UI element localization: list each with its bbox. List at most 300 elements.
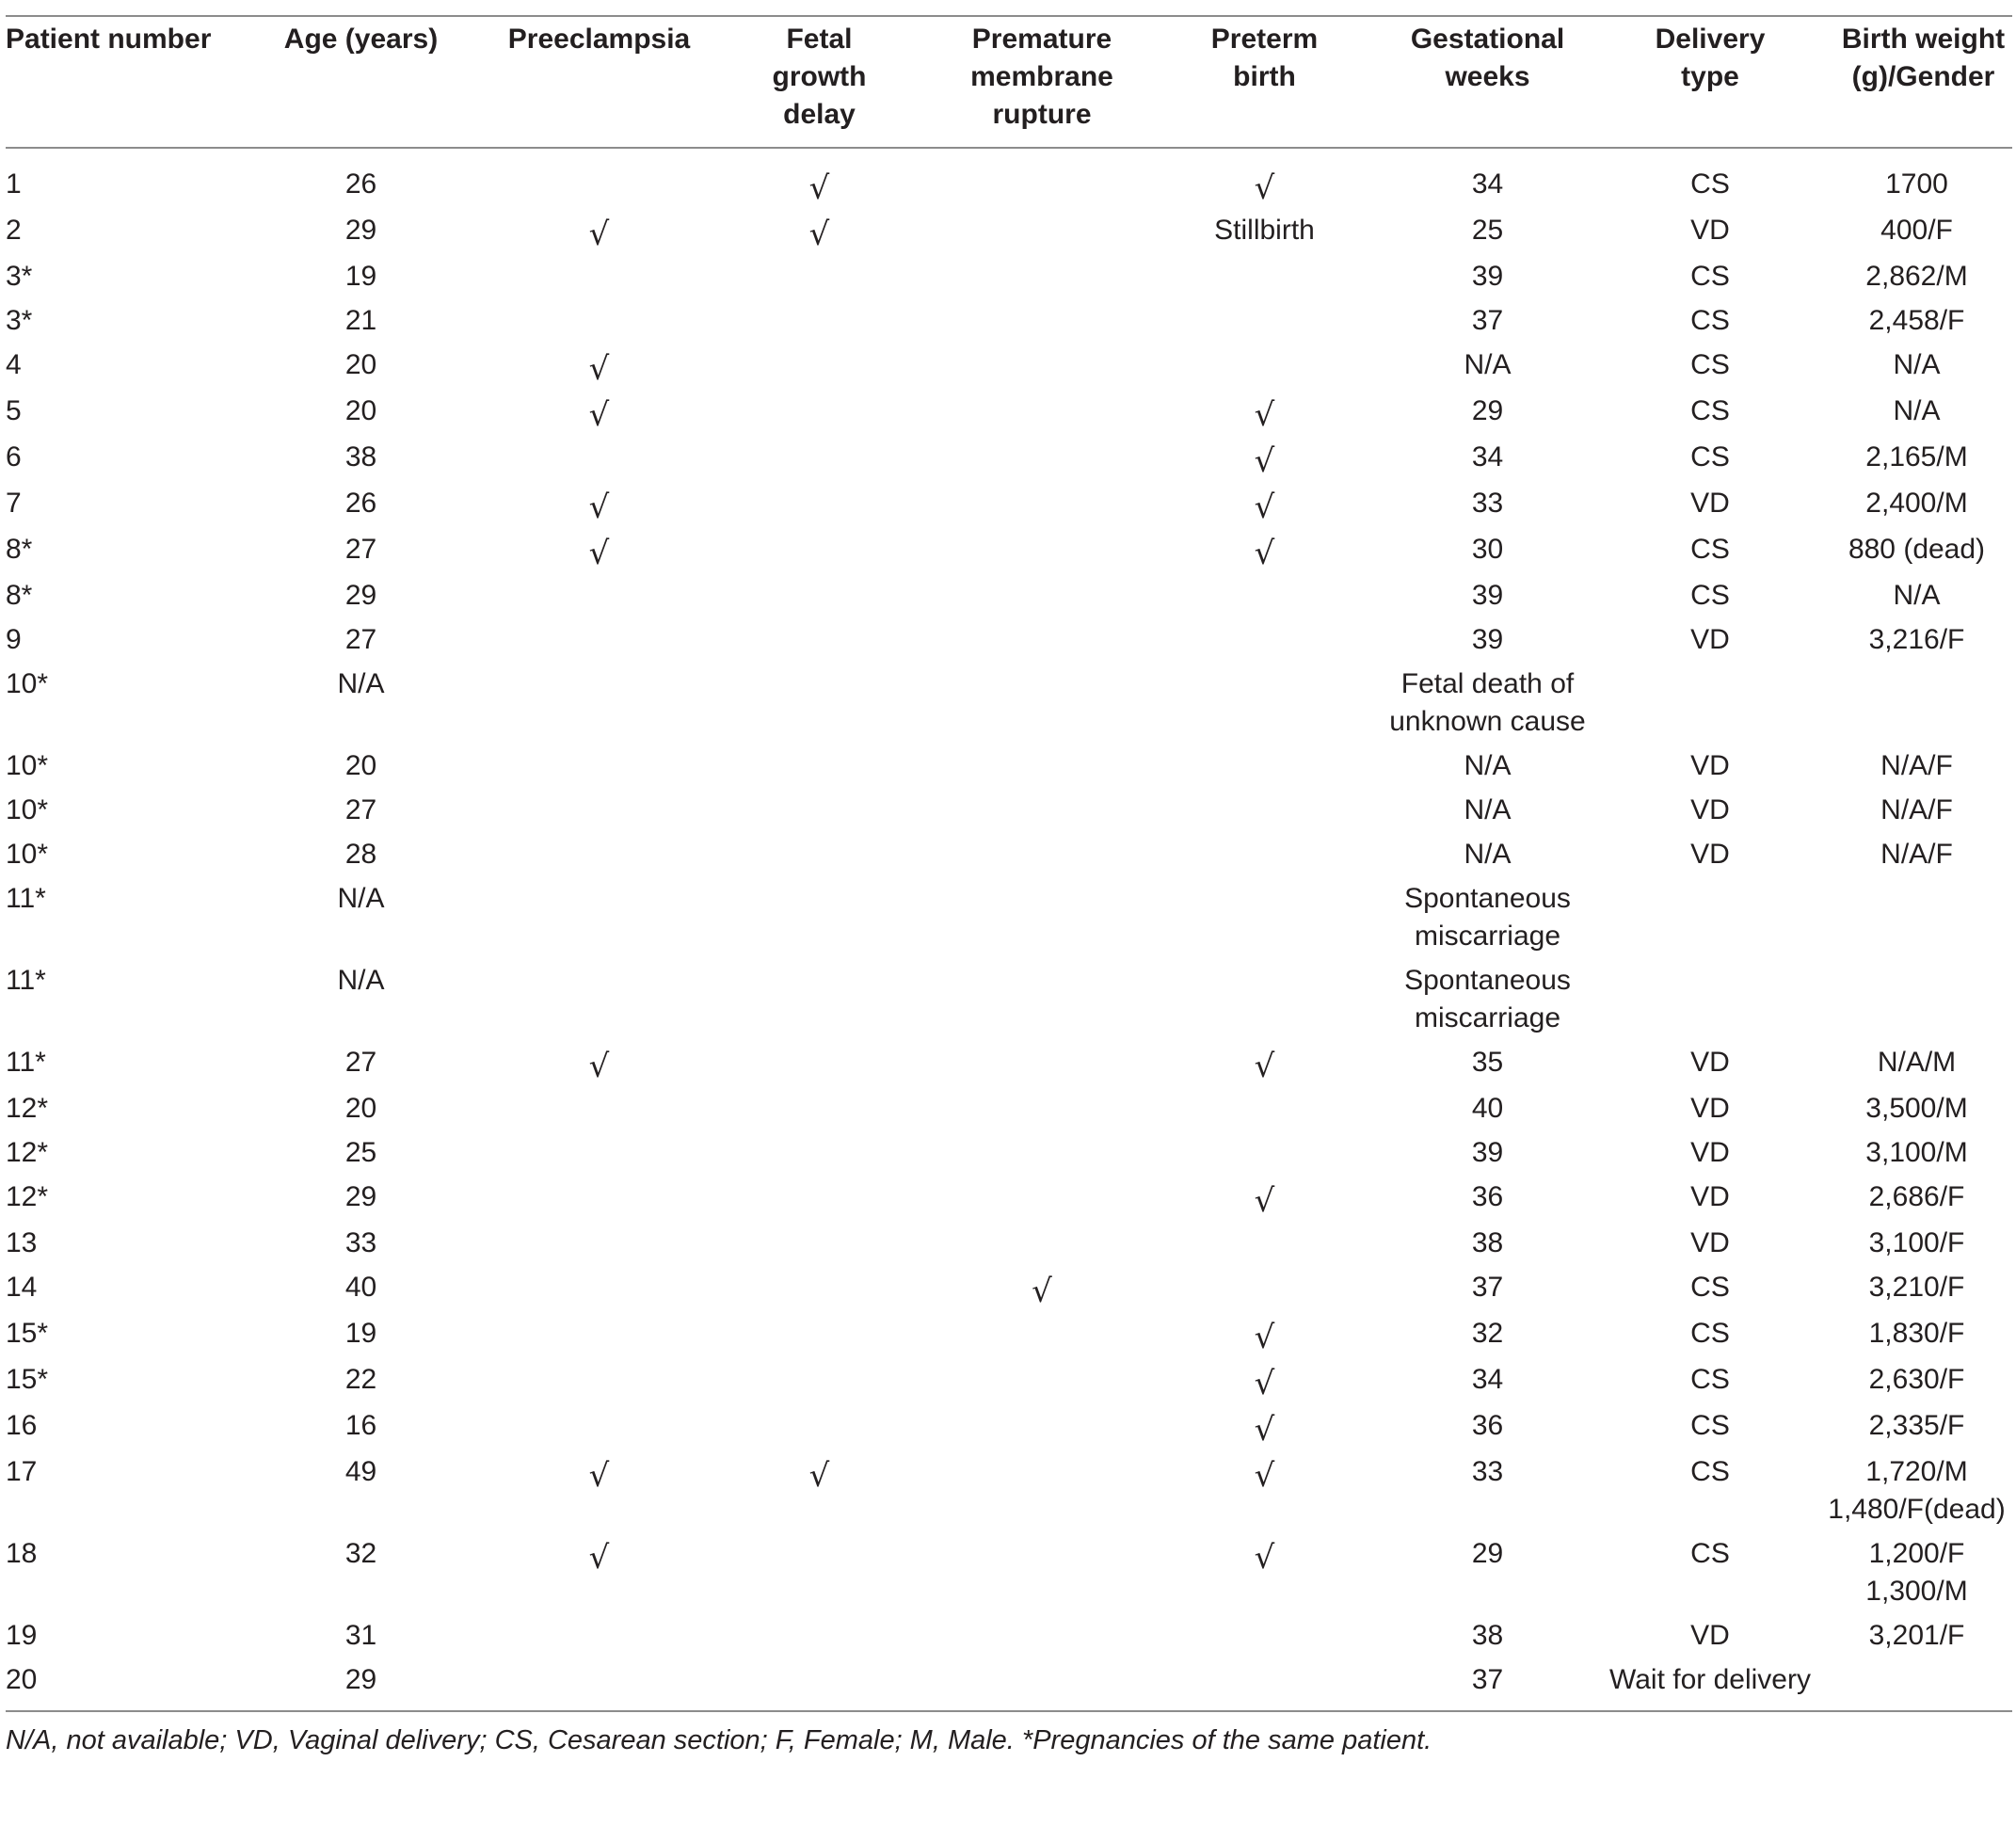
checkmark-icon: √ — [808, 216, 830, 253]
cell-text: 26 — [344, 488, 377, 519]
table-cell — [1376, 148, 1599, 208]
cell-text: 3,210/F — [1868, 1272, 1965, 1303]
cell-text: N/A/F — [1880, 839, 1953, 870]
table-row — [6, 208, 2012, 254]
checkmark-icon: √ — [1254, 1365, 1275, 1402]
table-cell — [1153, 1175, 1376, 1221]
table-cell — [931, 1658, 1153, 1710]
cell-text: 2,862/M — [1865, 261, 1968, 292]
checkmark-icon: √ — [588, 1539, 610, 1577]
table-cell — [232, 298, 490, 343]
cell-text: 3,100/M — [1865, 1137, 1968, 1168]
table-cell — [490, 208, 708, 254]
cell-text: 36 — [1471, 1410, 1504, 1441]
table-cell — [490, 481, 708, 527]
table-row — [6, 1086, 2012, 1130]
table-cell — [1821, 148, 2012, 208]
cell-text: VD — [1690, 1181, 1730, 1212]
table-row — [6, 573, 2012, 617]
checkmark-icon: √ — [1254, 1319, 1275, 1356]
table-cell — [490, 1450, 708, 1531]
table-cell — [1821, 1311, 2012, 1357]
table-row — [6, 876, 2012, 958]
cell-text: 3,100/F — [1868, 1227, 1965, 1258]
cell-text: 38 — [344, 441, 377, 473]
table-cell — [490, 343, 708, 389]
table-cell — [931, 435, 1153, 481]
header-preterm-birth: Preterm birth — [1153, 17, 1376, 148]
table-cell — [490, 389, 708, 435]
cell-text: CS — [1690, 395, 1730, 426]
cell-text: 34 — [1471, 1364, 1504, 1395]
table-cell — [1376, 573, 1599, 617]
table-cell — [490, 1357, 708, 1403]
checkmark-icon: √ — [588, 216, 610, 253]
cell-text: 10* — [6, 839, 49, 870]
table-cell — [1599, 527, 1821, 573]
table-cell — [708, 1265, 931, 1311]
table-cell — [1153, 1403, 1376, 1450]
cell-text: 12* — [6, 1181, 49, 1212]
table-cell — [232, 481, 490, 527]
cell-text: 20 — [344, 395, 377, 426]
table-cell — [1376, 832, 1599, 876]
table-cell — [1821, 788, 2012, 832]
cell-text: 39 — [1471, 261, 1504, 292]
checkmark-icon: √ — [1254, 1411, 1275, 1449]
cell-text: 11* — [6, 883, 46, 914]
cell-text: 15* — [6, 1364, 49, 1395]
header-birth-weight-gender: Birth weight (g)/Gender — [1821, 17, 2012, 148]
cell-text: 17 — [6, 1456, 38, 1487]
table-cell — [1376, 1403, 1599, 1450]
cell-text: CS — [1690, 1364, 1730, 1395]
table-cell — [1376, 298, 1599, 343]
cell-text: 9 — [6, 624, 22, 655]
cell-text: 1,830/F — [1868, 1318, 1965, 1349]
table-cell — [232, 1311, 490, 1357]
table-cell — [1599, 1221, 1821, 1265]
table-cell — [931, 1040, 1153, 1086]
table-cell — [1376, 208, 1599, 254]
table-cell — [1376, 1040, 1599, 1086]
cell-text: 2,686/F — [1868, 1181, 1965, 1212]
table-cell — [1599, 958, 1821, 1040]
checkmark-icon: √ — [1254, 1182, 1275, 1220]
table-cell — [708, 1221, 931, 1265]
table-cell — [232, 832, 490, 876]
table-cell — [232, 208, 490, 254]
table-cell — [1376, 1175, 1599, 1221]
table-cell — [931, 1403, 1153, 1450]
table-cell — [232, 1450, 490, 1531]
table-cell — [1599, 1130, 1821, 1175]
table-row — [6, 958, 2012, 1040]
table-cell — [1599, 617, 1821, 662]
cell-text: 20 — [6, 1664, 38, 1695]
table-cell — [931, 298, 1153, 343]
table-cell — [490, 573, 708, 617]
table-cell — [232, 389, 490, 435]
cell-text: 1700 — [1885, 168, 1948, 200]
table-cell — [708, 958, 931, 1040]
cell-text: N/A — [1893, 349, 1941, 380]
table-cell — [232, 1531, 490, 1613]
cell-text: 1 — [6, 168, 22, 200]
table-cell — [6, 1130, 232, 1175]
table-cell — [708, 527, 931, 573]
table-cell — [931, 744, 1153, 788]
table-row — [6, 617, 2012, 662]
cell-text: 20 — [344, 750, 377, 781]
cell-text: 33 — [1471, 1456, 1504, 1487]
cell-text: VD — [1690, 839, 1730, 870]
table-cell — [232, 527, 490, 573]
table-cell — [232, 1613, 490, 1658]
cell-text: 38 — [1471, 1620, 1504, 1651]
cell-text: N/A/M — [1877, 1047, 1957, 1078]
table-cell — [1821, 958, 2012, 1040]
table-cell — [1599, 876, 1821, 958]
table-cell — [6, 481, 232, 527]
table-cell — [1153, 1450, 1376, 1531]
table-row — [6, 389, 2012, 435]
cell-text: 27 — [344, 624, 377, 655]
checkmark-icon: √ — [588, 489, 610, 526]
table-cell — [1153, 254, 1376, 298]
table-cell — [1376, 1450, 1599, 1531]
cell-text: 39 — [1471, 624, 1504, 655]
table-cell — [1821, 876, 2012, 958]
table-cell — [1376, 254, 1599, 298]
table-cell — [1599, 1613, 1821, 1658]
table-cell — [931, 1450, 1153, 1531]
cell-text: Stillbirth — [1214, 215, 1315, 246]
cell-text: N/A — [1464, 349, 1512, 380]
table-cell — [232, 1175, 490, 1221]
patient-table — [6, 15, 2012, 1710]
cell-text: 34 — [1471, 168, 1504, 200]
header-premature-membrane-rupture: Premature membrane rupture — [931, 17, 1153, 148]
cell-text: 29 — [344, 580, 377, 611]
cell-text: 2 — [6, 215, 22, 246]
cell-text: 3* — [6, 261, 33, 292]
table-cell — [1821, 1357, 2012, 1403]
cell-text: 8* — [6, 580, 33, 611]
table-cell — [490, 1175, 708, 1221]
cell-text: 31 — [344, 1620, 377, 1651]
table-cell — [1153, 1040, 1376, 1086]
table-cell — [1376, 1265, 1599, 1311]
table-cell — [1599, 573, 1821, 617]
table-cell — [1153, 1658, 1376, 1710]
table-cell — [931, 1221, 1153, 1265]
cell-text: 28 — [344, 839, 377, 870]
table-row — [6, 527, 2012, 573]
cell-text: 2,458/F — [1868, 305, 1965, 336]
table-cell — [1599, 744, 1821, 788]
table-cell — [6, 343, 232, 389]
table-cell — [1376, 1130, 1599, 1175]
cell-text: 32 — [1471, 1318, 1504, 1349]
cell-text: VD — [1690, 215, 1730, 246]
cell-text: CS — [1690, 305, 1730, 336]
table-cell — [931, 1175, 1153, 1221]
cell-text: VD — [1690, 1620, 1730, 1651]
table-cell — [708, 788, 931, 832]
header-patient-number: Patient number — [6, 17, 232, 148]
table-cell — [1599, 389, 1821, 435]
cell-text: 400/F — [1880, 215, 1953, 246]
cell-text: 3,216/F — [1868, 624, 1965, 655]
table-cell — [6, 527, 232, 573]
checkmark-icon: √ — [588, 535, 610, 572]
table-cell — [708, 1175, 931, 1221]
cell-text: VD — [1690, 1047, 1730, 1078]
table-cell — [232, 662, 490, 744]
table-cell — [6, 832, 232, 876]
table-cell — [232, 744, 490, 788]
table-cell — [1153, 343, 1376, 389]
table-cell — [490, 617, 708, 662]
table-cell — [232, 1221, 490, 1265]
table-row — [6, 1040, 2012, 1086]
table-cell — [708, 832, 931, 876]
cell-text: 37 — [1471, 1664, 1504, 1695]
cell-text: N/A — [1464, 794, 1512, 825]
cell-text: 30 — [1471, 534, 1504, 565]
cell-text: N/A/F — [1880, 794, 1953, 825]
table-cell — [6, 389, 232, 435]
table-row — [6, 343, 2012, 389]
checkmark-icon: √ — [1254, 1048, 1275, 1085]
table-cell — [931, 1531, 1153, 1613]
table-cell — [1821, 1613, 2012, 1658]
table-cell — [232, 876, 490, 958]
checkmark-icon: √ — [1254, 1539, 1275, 1577]
table-row — [6, 254, 2012, 298]
table-cell — [1153, 208, 1376, 254]
cell-text: 39 — [1471, 1137, 1504, 1168]
table-cell — [708, 744, 931, 788]
cell-text: 11* — [6, 1047, 46, 1078]
table-cell — [708, 617, 931, 662]
table-cell — [6, 958, 232, 1040]
table-row — [6, 1311, 2012, 1357]
table-cell — [708, 1403, 931, 1450]
table-cell — [1376, 744, 1599, 788]
table-row — [6, 788, 2012, 832]
table-row — [6, 148, 2012, 208]
table-row — [6, 1531, 2012, 1613]
table-cell — [1821, 1658, 2012, 1710]
table-cell — [708, 876, 931, 958]
table-cell — [1153, 1086, 1376, 1130]
cell-text: 27 — [344, 1047, 377, 1078]
table-cell — [708, 435, 931, 481]
table-cell — [1376, 958, 1599, 1040]
table-cell — [6, 1311, 232, 1357]
table-cell — [1599, 254, 1821, 298]
table-cell — [1153, 298, 1376, 343]
table-cell — [490, 958, 708, 1040]
table-cell — [490, 148, 708, 208]
table-cell — [1376, 527, 1599, 573]
table-cell — [6, 1265, 232, 1311]
table-row — [6, 744, 2012, 788]
cell-text: 16 — [6, 1410, 38, 1441]
table-cell — [490, 1311, 708, 1357]
table-cell — [931, 1311, 1153, 1357]
table-cell — [1821, 1265, 2012, 1311]
cell-text: N/A — [337, 668, 385, 699]
header-fetal-growth-delay: Fetal growth delay — [708, 17, 931, 148]
checkmark-icon: √ — [1254, 489, 1275, 526]
table-cell — [1153, 1613, 1376, 1658]
table-cell — [490, 1040, 708, 1086]
checkmark-icon: √ — [1254, 396, 1275, 434]
table-cell — [6, 744, 232, 788]
table-row — [6, 1658, 2012, 1710]
table-cell — [1376, 617, 1599, 662]
table-cell — [1821, 573, 2012, 617]
cell-text: CS — [1690, 1410, 1730, 1441]
cell-text: 20 — [344, 349, 377, 380]
table-cell — [490, 298, 708, 343]
table-cell — [232, 1658, 490, 1710]
table-container — [6, 15, 2012, 1759]
table-cell — [1376, 481, 1599, 527]
cell-text: 3,500/M — [1865, 1093, 1968, 1124]
table-cell — [1821, 254, 2012, 298]
cell-text: 18 — [6, 1538, 38, 1569]
cell-text: 22 — [344, 1364, 377, 1395]
table-cell — [6, 662, 232, 744]
cell-text: N/A — [337, 965, 385, 996]
table-cell — [1821, 1450, 2012, 1531]
table-row — [6, 1265, 2012, 1311]
table-cell — [1821, 208, 2012, 254]
table-cell — [708, 343, 931, 389]
cell-text: 2,400/M — [1865, 488, 1968, 519]
cell-text: 26 — [344, 168, 377, 200]
table-cell — [708, 1613, 931, 1658]
table-cell — [931, 1613, 1153, 1658]
cell-text: CS — [1690, 1456, 1730, 1487]
table-cell — [1153, 744, 1376, 788]
table-cell — [232, 1086, 490, 1130]
table-row — [6, 1613, 2012, 1658]
table-cell — [1153, 1531, 1376, 1613]
table-cell — [1153, 1311, 1376, 1357]
table-cell — [708, 1450, 931, 1531]
table-cell — [1599, 208, 1821, 254]
table-cell — [232, 958, 490, 1040]
cell-text: 11* — [6, 965, 46, 996]
table-cell — [6, 573, 232, 617]
table-row — [6, 1403, 2012, 1450]
cell-text: CS — [1690, 580, 1730, 611]
table-cell — [931, 148, 1153, 208]
cell-text: 27 — [344, 794, 377, 825]
table-cell — [1376, 1357, 1599, 1403]
table-cell — [931, 208, 1153, 254]
table-cell — [931, 573, 1153, 617]
table-cell — [232, 1357, 490, 1403]
table-cell — [1599, 435, 1821, 481]
cell-text: 1,200/F 1,300/M — [1865, 1538, 1968, 1607]
table-cell — [1821, 1403, 2012, 1450]
table-cell — [1821, 744, 2012, 788]
table-cell — [708, 1357, 931, 1403]
cell-text: 49 — [344, 1456, 377, 1487]
checkmark-icon: √ — [588, 396, 610, 434]
table-cell — [931, 254, 1153, 298]
table-cell — [232, 148, 490, 208]
table-cell — [232, 573, 490, 617]
table-cell — [1376, 876, 1599, 958]
table-cell — [1376, 662, 1599, 744]
table-cell — [708, 389, 931, 435]
table-cell — [1821, 1086, 2012, 1130]
table-cell — [490, 1403, 708, 1450]
table-cell — [1153, 788, 1376, 832]
table-cell — [1599, 1357, 1821, 1403]
table-cell — [1821, 662, 2012, 744]
table-cell — [232, 343, 490, 389]
table-cell — [708, 573, 931, 617]
cell-text: N/A/F — [1880, 750, 1953, 781]
table-cell — [1821, 832, 2012, 876]
table-cell — [1821, 389, 2012, 435]
cell-text: 38 — [1471, 1227, 1504, 1258]
cell-text: 40 — [1471, 1093, 1504, 1124]
cell-text: 15* — [6, 1318, 49, 1349]
table-cell — [1599, 1086, 1821, 1130]
cell-text: 29 — [1471, 1538, 1504, 1569]
table-cell — [490, 832, 708, 876]
cell-text: CS — [1690, 349, 1730, 380]
table-cell — [6, 1175, 232, 1221]
table-cell — [1153, 148, 1376, 208]
table-cell — [931, 389, 1153, 435]
cell-text: VD — [1690, 750, 1730, 781]
table-cell — [6, 1658, 232, 1710]
table-cell — [1376, 343, 1599, 389]
cell-text: CS — [1690, 441, 1730, 473]
table-cell — [1821, 1221, 2012, 1265]
table-cell — [490, 435, 708, 481]
cell-text: 880 (dead) — [1848, 534, 1986, 565]
table-cell — [1599, 662, 1821, 744]
cell-text: 12* — [6, 1137, 49, 1168]
cell-text: VD — [1690, 488, 1730, 519]
cell-text: 1,720/M 1,480/F(dead) — [1828, 1456, 2006, 1525]
table-cell — [1599, 1040, 1821, 1086]
table-cell — [1376, 1531, 1599, 1613]
header-row — [6, 17, 2012, 148]
header-preeclampsia: Preeclampsia — [490, 17, 708, 148]
table-cell — [1153, 1265, 1376, 1311]
table-cell — [490, 527, 708, 573]
cell-text: 14 — [6, 1272, 38, 1303]
checkmark-icon: √ — [808, 1457, 830, 1495]
table-cell — [1153, 1130, 1376, 1175]
table-cell — [1376, 1221, 1599, 1265]
table-cell — [232, 617, 490, 662]
table-cell — [1599, 343, 1821, 389]
table-cell — [708, 1130, 931, 1175]
